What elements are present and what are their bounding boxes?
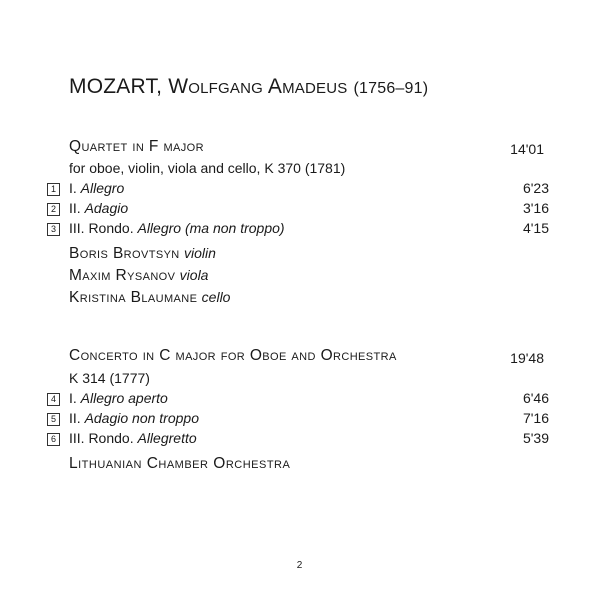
track-number-box: 3	[47, 223, 60, 236]
work-subtitle-quartet: for oboe, violin, viola and cello, K 370 (1781)	[69, 160, 346, 176]
track-duration: 5'39	[522, 430, 549, 446]
track-duration: 6'46	[522, 390, 549, 406]
track-title	[69, 390, 168, 406]
track-duration: 6'23	[522, 180, 549, 196]
track-movement: III. Rondo.	[69, 220, 134, 236]
track-title	[69, 200, 128, 216]
track-duration: 4'15	[522, 220, 549, 236]
track-movement: I.	[69, 390, 77, 406]
work-title-concerto: Concerto in C major for Oboe and Orchestra	[69, 347, 397, 364]
track-tempo: Allegro aperto	[80, 390, 168, 406]
performer-name: Boris Brovtsyn	[69, 245, 180, 262]
track-tempo: Allegro	[80, 180, 125, 196]
composer-name: MOZART, Wolfgang Amadeus	[69, 75, 348, 98]
track-number-box: 4	[47, 393, 60, 406]
track-tempo: Allegro (ma non troppo)	[137, 220, 285, 236]
track-number-box: 6	[47, 433, 60, 446]
track-duration: 7'16	[522, 410, 549, 426]
composer-heading	[69, 75, 428, 99]
track-number-box: 1	[47, 183, 60, 196]
performer-instrument: viola	[179, 267, 209, 283]
performer-line	[69, 245, 216, 263]
track-tempo: Adagio	[84, 200, 129, 216]
performer-name: Maxim Rysanov	[69, 267, 176, 284]
performer-line	[69, 289, 230, 307]
work-duration-quartet: 14'01	[510, 141, 544, 157]
performer-name: Kristina Blaumane	[69, 289, 198, 306]
track-movement: III. Rondo.	[69, 430, 134, 446]
work-subtitle-concerto: K 314 (1777)	[69, 370, 150, 386]
track-row[interactable]	[47, 410, 549, 430]
track-title	[69, 180, 124, 196]
work-title-quartet: Quartet in F major	[69, 138, 204, 155]
performer-line	[69, 267, 208, 285]
track-title	[69, 430, 197, 446]
performer-instrument: cello	[201, 289, 231, 305]
track-row[interactable]	[47, 220, 549, 240]
track-title	[69, 220, 285, 236]
track-title	[69, 410, 199, 426]
track-tempo: Allegretto	[137, 430, 197, 446]
composer-dates: (1756–91)	[353, 80, 429, 97]
work-duration-concerto: 19'48	[510, 350, 544, 366]
track-row[interactable]	[47, 200, 549, 220]
track-movement: I.	[69, 180, 77, 196]
track-row[interactable]	[47, 180, 549, 200]
track-movement: II.	[69, 410, 81, 426]
orchestra-name: Lithuanian Chamber Orchestra	[69, 455, 291, 472]
track-tempo: Adagio non troppo	[84, 410, 199, 426]
track-row[interactable]	[47, 390, 549, 410]
track-number-box: 2	[47, 203, 60, 216]
track-movement: II.	[69, 200, 81, 216]
track-row[interactable]	[47, 430, 549, 450]
track-duration: 3'16	[522, 200, 549, 216]
performer-instrument: violin	[183, 245, 216, 261]
track-number-box: 5	[47, 413, 60, 426]
page-number: 2	[296, 560, 303, 571]
